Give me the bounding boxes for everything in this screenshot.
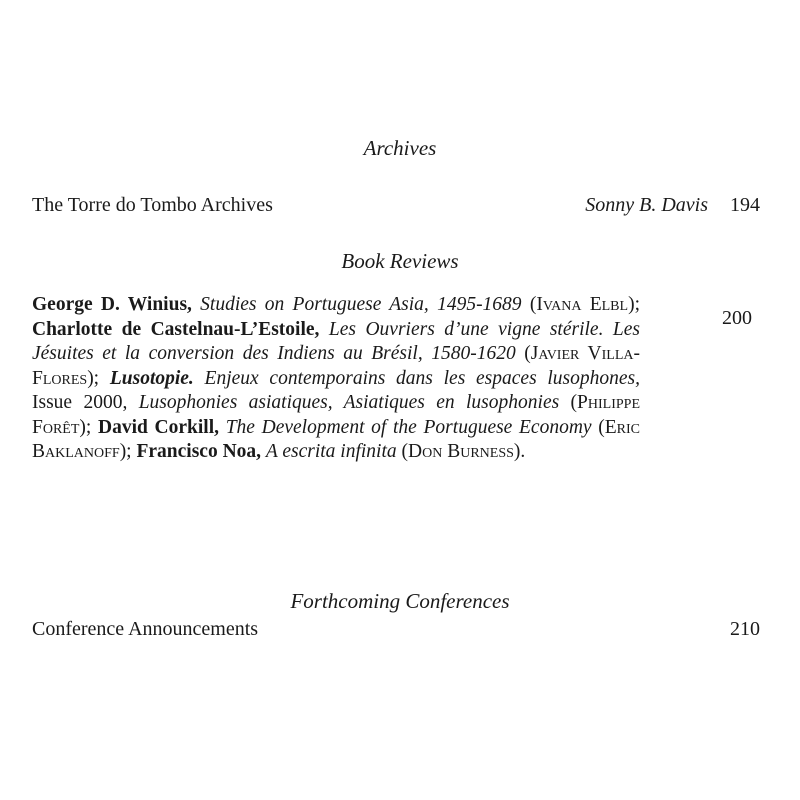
entry-author: Sonny B. Davis	[585, 194, 708, 216]
review-reviewer: Eric Baklanoff	[32, 416, 641, 462]
review-author: David Corkill,	[98, 416, 219, 438]
entry-page: 210	[730, 618, 760, 640]
entry-title: Conference Announcements	[32, 618, 259, 640]
review-title: Les Ouvriers d’une vigne stérile. Les Jésuites et la conversion des Indiens au Brésil, 1580-1620	[32, 318, 641, 364]
review-author: Charlotte de Castelnau-L’Estoile,	[32, 318, 320, 340]
review-reviewer: Javier Villa-Flores	[32, 343, 640, 389]
review-title: Enjeux contemporains dans les espaces lusophones,	[204, 367, 641, 389]
entry-title: The Torre do Tombo Archives	[32, 194, 273, 216]
review-reviewer: Ivana Elbl	[536, 294, 629, 315]
review-title: A escrita infinita	[265, 441, 397, 462]
book-reviews-heading: Book Reviews	[341, 249, 459, 273]
book-reviews-list: George D. Winius, Studies on Portuguese Asia, 1495-1689 (Ivana Elbl); Charlotte de Castelnau-L’Estoile, Les Ouvriers d’une vigne stérile. Les Jésuites et la conversion des Indiens au Brésil, 1580-1620 (Javier Villa-Flores); Lusotopie. Enjeux contemporains dans les espaces lusophones, Issue 2000, Lusophonies asiatiques, Asiatiques en lusophonies (Philippe Forêt); David Corkill, The Development of the Portuguese Economy (Eric Baklanoff); Francisco Noa, A escrita infinita (Don Burness).	[32, 294, 641, 462]
review-author: George D. Winius,	[32, 294, 192, 315]
review-reviewer: Philippe Forêt	[32, 392, 641, 438]
book-reviews-page: 200	[722, 307, 752, 329]
review-title: The Development of the Portuguese Economy	[225, 416, 592, 438]
archives-heading: Archives	[363, 136, 437, 160]
review-title: Studies on Portuguese Asia, 1495-1689	[200, 294, 522, 315]
conferences-entry	[32, 617, 760, 641]
review-reviewer: Don Burness	[408, 441, 514, 462]
review-issue: Issue 2000,	[32, 392, 128, 413]
review-author: Francisco Noa,	[136, 441, 262, 462]
entry-page: 194	[730, 194, 760, 216]
conferences-heading: Forthcoming Conferences	[290, 589, 510, 613]
archives-entry	[32, 193, 760, 217]
review-author: Lusotopie.	[109, 367, 194, 389]
review-subtitle: Lusophonies asiatiques, Asiatiques en lusophonies	[138, 392, 560, 413]
